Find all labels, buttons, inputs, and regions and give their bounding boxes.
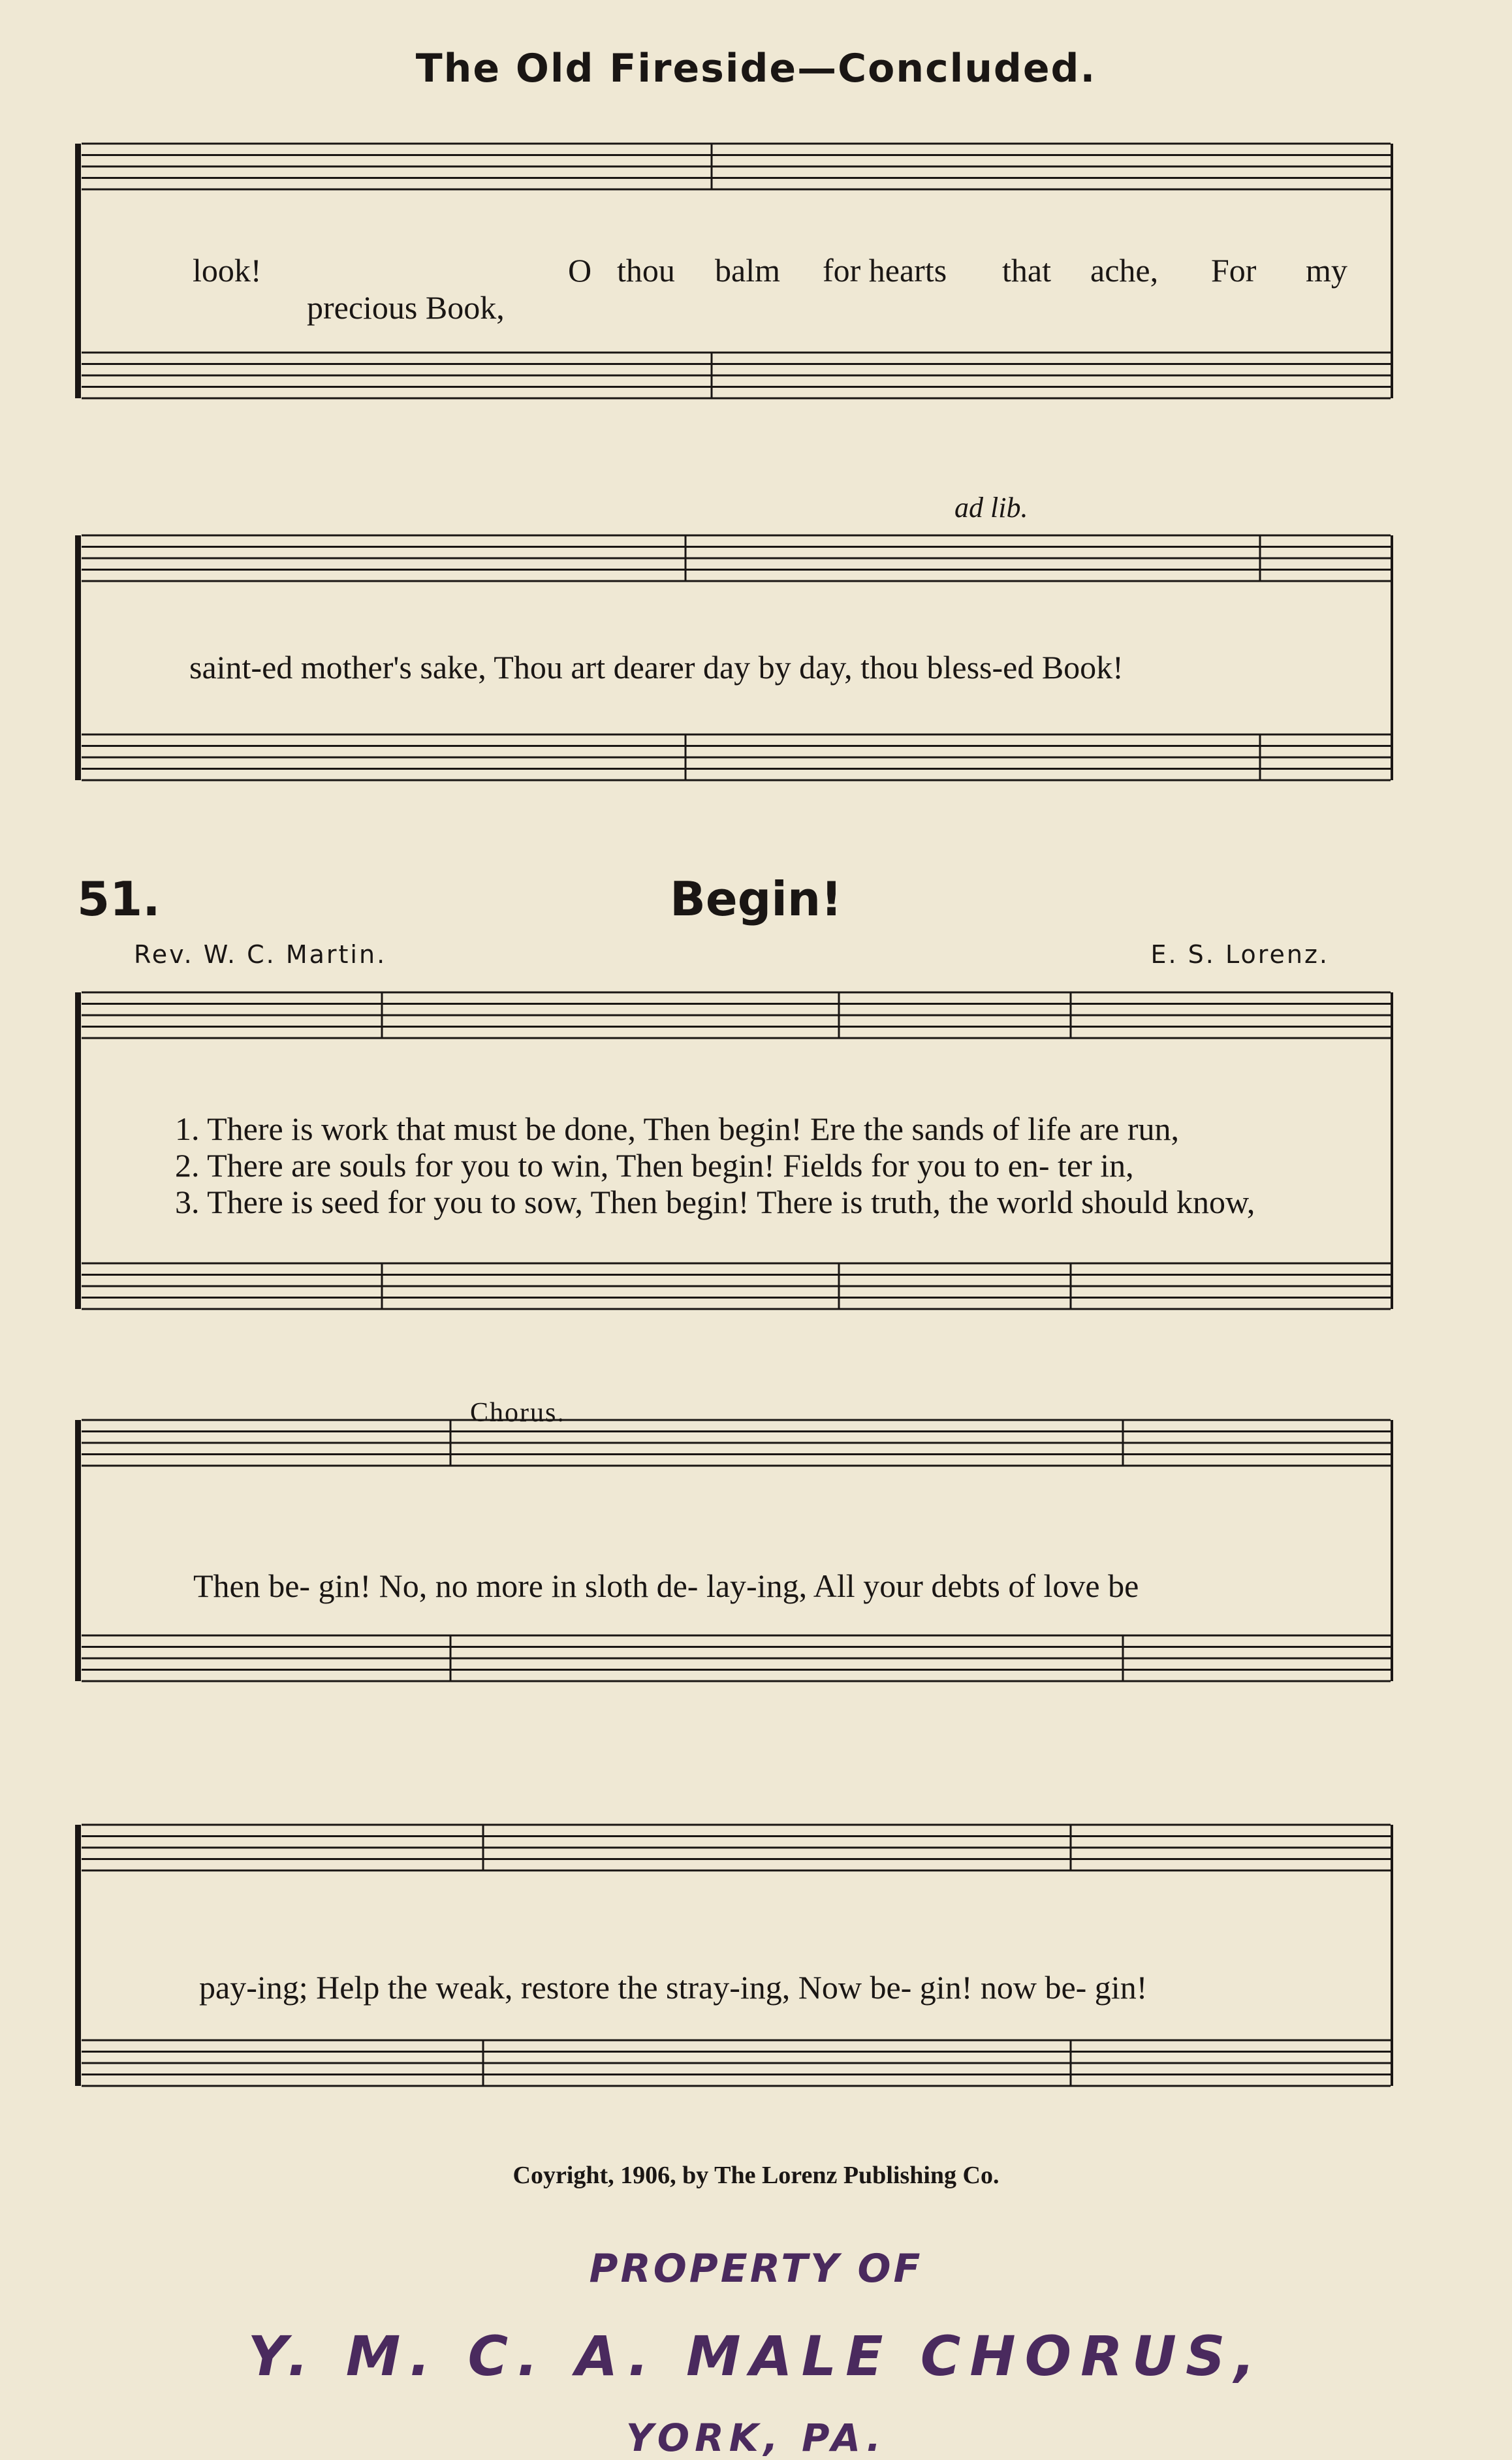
stamp-line-3: YORK, PA. — [625, 2416, 887, 2460]
lyric-precious-book: precious Book, — [307, 289, 505, 326]
stamp-line-1: PROPERTY OF — [589, 2246, 923, 2292]
treble-staff-4 — [82, 1420, 1391, 1466]
lyric-balm: balm — [715, 252, 780, 289]
lyric-my: my — [1306, 252, 1347, 289]
bass-staff-4 — [82, 1635, 1391, 1681]
chorus-line-2: pay-ing; Help the weak, restore the stray-ing, Now be- gin! now be- gin! — [199, 1969, 1148, 2006]
bass-staff-3 — [82, 1263, 1391, 1309]
system-brace-5 — [75, 1825, 81, 2086]
lyric-ache: ache, — [1090, 252, 1159, 289]
treble-staff-2 — [82, 535, 1391, 581]
bass-staff-2 — [82, 734, 1391, 780]
bass-staff-1 — [82, 353, 1391, 398]
treble-staff-3 — [82, 992, 1391, 1038]
verse-3: 3. There is seed for you to sow, Then begin! There is truth, the world should know, — [175, 1184, 1255, 1220]
hymn-composer: E. S. Lorenz. — [1150, 940, 1329, 969]
hymn-number: 51. — [77, 872, 161, 926]
hymn-title: Begin! — [669, 872, 843, 926]
lyric-thou: thou — [617, 252, 675, 289]
copyright: Coyright, 1906, by The Lorenz Publishing Co. — [512, 2162, 1000, 2189]
hymn-author: Rev. W. C. Martin. — [134, 940, 387, 969]
system-brace-3 — [75, 992, 81, 1309]
system-brace-4 — [75, 1420, 81, 1681]
treble-staff-5 — [82, 1825, 1391, 1870]
lyric-that: that — [1002, 252, 1051, 289]
system-end-bar — [1391, 1420, 1393, 1681]
page-header: The Old Fireside—Concluded. — [415, 46, 1097, 91]
lyric-line-fireside-2: saint-ed mother's sake, Thou art dearer day by day, thou bless-ed Book! — [189, 649, 1124, 686]
verse-1: 1. There is work that must be done, Then begin! Ere the sands of life are run, — [175, 1111, 1179, 1147]
bass-staff-5 — [82, 2040, 1391, 2086]
system-end-bar — [1391, 992, 1393, 1309]
system-end-bar — [1391, 535, 1393, 780]
lyric-for: For — [1211, 252, 1257, 289]
system-brace-2 — [75, 535, 81, 780]
chorus-line-1: Then be- gin! No, no more in sloth de- lay-ing, All your debts of love be — [193, 1568, 1139, 1604]
lyric-for-hearts: for hearts — [823, 252, 947, 289]
verse-2: 2. There are souls for you to win, Then begin! Fields for you to en- ter in, — [175, 1147, 1134, 1184]
lyric-o: O — [568, 252, 592, 289]
stamp-line-2: Y. M. C. A. MALE CHORUS, — [247, 2324, 1265, 2388]
chorus-label: Chorus. — [470, 1398, 565, 1428]
treble-staff-1 — [82, 144, 1391, 189]
system-end-bar — [1391, 1825, 1393, 2086]
lyric-look: look! — [193, 252, 262, 289]
tempo-marking: ad lib. — [954, 492, 1028, 524]
system-end-bar — [1391, 144, 1393, 398]
system-brace-1 — [75, 144, 81, 398]
